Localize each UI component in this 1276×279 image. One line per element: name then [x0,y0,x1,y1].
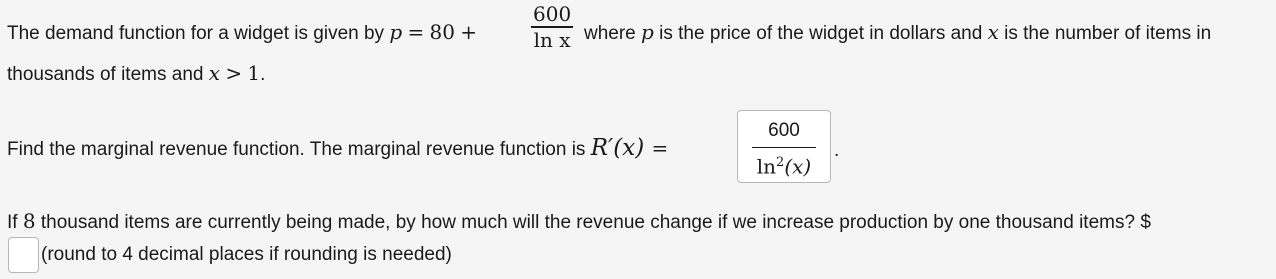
question-revenue-change [7,209,1151,234]
statement-text: is the price of the widget in dollars and [659,23,983,44]
equals-sign: = [651,136,669,160]
statement-text: thousands of items and [7,64,204,85]
fraction-bar [752,147,816,148]
demand-fraction [531,2,573,52]
current-production-value: 8 [22,209,36,233]
equals-sign: = [407,20,425,44]
constant-term: 80 [429,20,455,44]
question-text: Find the marginal revenue function. The marginal revenue function is [7,139,586,160]
answer-fraction [738,119,830,179]
answer-numerator: 600 [768,120,800,141]
period: . [260,64,266,85]
fraction-numerator: 600 [533,2,572,26]
marginal-revenue-symbol: R′(x) [590,135,645,161]
price-variable: p [389,20,403,44]
price-variable: p [641,20,654,44]
items-variable: x [987,20,999,44]
statement-text: The demand function for a widget is given by [7,23,385,44]
lower-bound: 1 [247,61,261,85]
problem-statement-line-1 [7,20,477,45]
statement-text: is the number of items in [1004,23,1212,44]
question-text: thousand items are currently being made, by how much will the revenue change if we increase production by one thousand items? $ [40,212,1151,233]
fraction-denominator: ln x [533,27,571,52]
answer-denominator: $\ln^2(x)$ [756,154,812,179]
question-marginal-revenue [7,135,668,161]
plus-sign: + [460,20,477,44]
marginal-revenue-answer-field[interactable] [737,110,831,183]
revenue-change-input[interactable] [8,237,39,273]
problem-statement-line-1-rest [584,20,1211,45]
greater-than-sign: > [225,61,243,85]
statement-text: where [584,23,636,44]
items-variable: x [208,61,221,85]
question-text: If [7,212,18,233]
trailing-period: . [834,140,840,161]
problem-statement-line-2 [7,61,265,86]
rounding-hint: (round to 4 decimal places if rounding is needed) [41,244,452,265]
